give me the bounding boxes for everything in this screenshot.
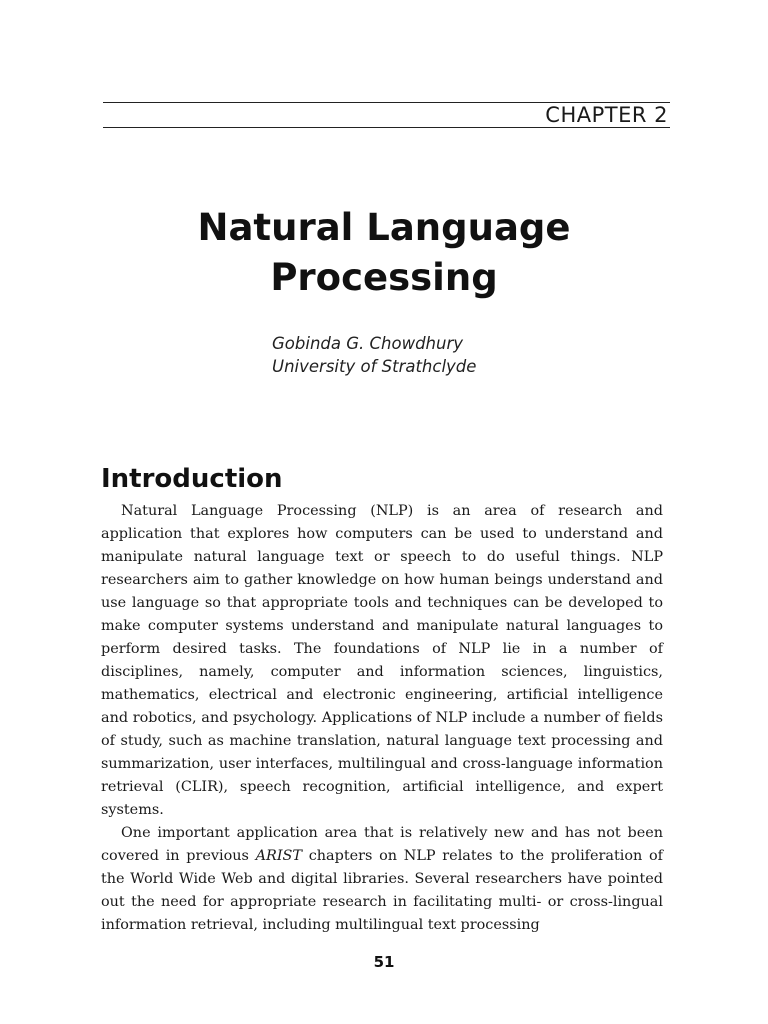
chapter-title [0,203,768,303]
chapter-label: CHAPTER 2 [545,103,668,127]
paragraph-1: Natural Language Processing (NLP) is an area of research and application that explores how computers can be used to understand and manipulate natural language text or speech to do useful things. NLP researchers aim to gather knowledge on how human beings understand and use language so that appropriate tools and techniques can be developed to make computer systems understand and manipulate natural languages to perform desired tasks. The foundations of NLP lie in a number of disciplines, namely, computer and information sciences, linguistics, mathematics, electrical and electronic engineering, artificial intelligence and robotics, and psychology. Applications of NLP include a number of fields of study, such as machine translation, natural language text processing and summarization, user interfaces, multilingual and cross-language information retrieval (CLIR), speech recognition, artificial intelligence, and expert systems. [101,503,663,818]
section-heading: Introduction [101,464,283,494]
page-number: 51 [373,953,395,971]
arist-emphasis: ARIST [255,848,303,864]
chapter-title-line-1: Natural Language [197,206,571,249]
author-block [272,332,476,378]
paragraph-2-after: chapters on NLP relates to the proliferation of the World Wide Web and digital libraries. Several researchers have pointed out the need for appropriate research in facilitating multi- or cross-lingual information retrieval, including multilingual text processing [101,848,663,933]
body-text [101,500,663,937]
paragraph-2-before: One important application area that is relatively new and has not been covered in previous [101,825,663,864]
chapter-title-line-2: Processing [270,256,498,299]
author-name: Gobinda G. Chowdhury [272,334,464,353]
author-affiliation: University of Strathclyde [272,357,477,376]
paragraph-2 [101,822,663,937]
header-rule-bottom [103,127,670,128]
